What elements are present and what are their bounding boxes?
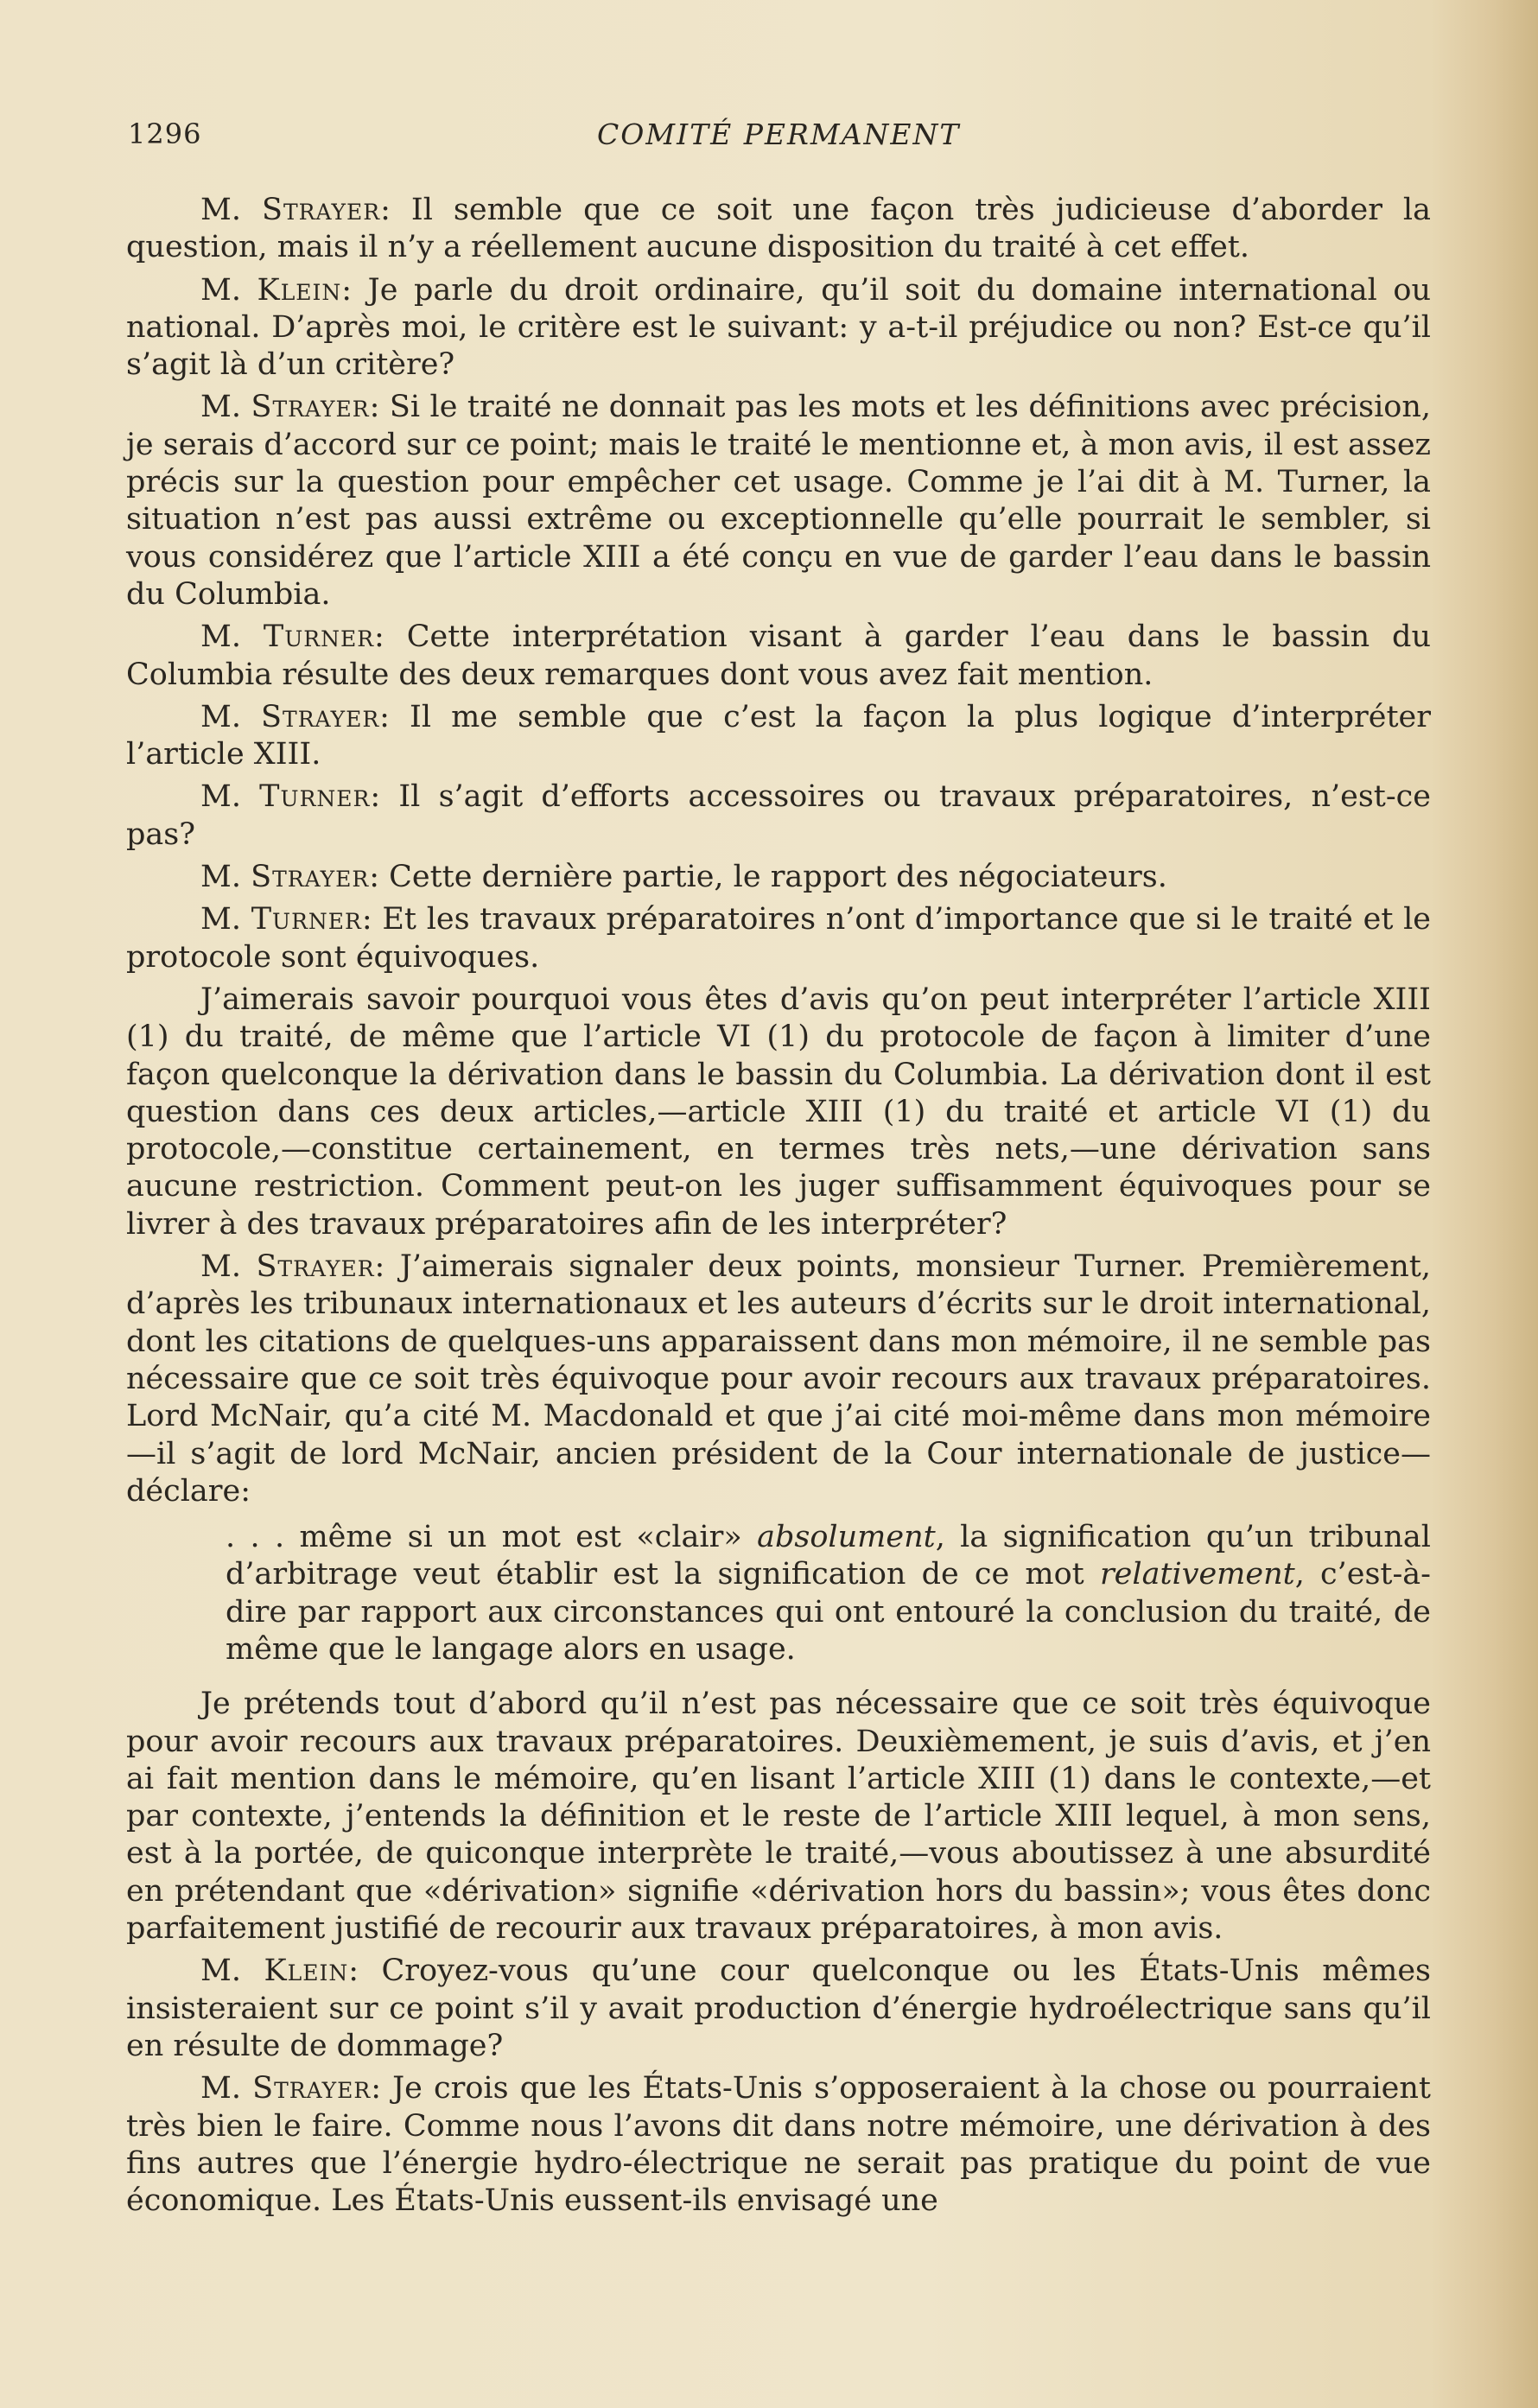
speaker-name: Klein [264,1954,349,1989]
paragraph-klein-1: M. Klein: Je parle du droit ordinaire, qu’il soit du domaine international ou national. D’après moi, le critère est le suivant: y a-t-il préjudice ou non? Est-ce qu’il s’agit là d’un critère? [126,272,1431,383]
speaker-name: Klein [257,272,342,308]
speaker-name: Strayer [251,860,370,895]
speaker-name: Turner [263,619,375,655]
body-text [126,192,1431,2225]
paragraph-turner-2: M. Turner: Il s’agit d’efforts accessoires ou travaux préparatoires, n’est-ce pas? [126,779,1431,852]
paragraph-turner-1: M. Turner: Cette interprétation visant à garder l’eau dans le bassin du Columbia résulte des deux remarques dont vous avez fait mention. [126,619,1431,692]
block-quote-mcnair: . . . même si un mot est «clair» absolument, la signification qu’un tribunal d’arbitrage veut établir est la signification de ce mot relativement, c’est-à-dire par rapport aux circonstances qui ont entouré la conclusion du traité, de même que le langage alors en usage. [226,1520,1431,1667]
paragraph-strayer-2: M. Strayer: Si le traité ne donnait pas les mots et les définitions avec précision, je serais d’accord sur ce point; mais le traité le mentionne et, à mon avis, il est assez précis sur la question pour empêcher cet usage. Comme je l’ai dit à M. Turner, la situation n’est pas aussi extrême ou exceptionnelle qu’elle pourrait le sembler, si vous considérez que l’article XIII a été conçu en vue de garder l’eau dans le bassin du Columbia. [126,390,1431,612]
paragraph-strayer-6: M. Strayer: Je crois que les États-Unis s’opposeraient à la chose ou pourraient très bien le faire. Comme nous l’avons dit dans notre mémoire, une dérivation à des fins autres que l’énergie hydro-électrique ne serait pas pratique du point de vue économique. Les États-Unis eussent-ils envisagé une [126,2071,1431,2219]
page-number: 1296 [128,118,202,150]
speaker-name: Strayer [261,699,380,734]
paragraph-strayer-1: M. Strayer: Il semble que ce soit une façon très judicieuse d’aborder la question, mais il n’y a réellement aucune disposition du traité à cet effet. [126,193,1431,265]
paragraph-strayer-5: M. Strayer: J’aimerais signaler deux points, monsieur Turner. Premièrement, d’après les tribunaux internationaux et les auteurs d’écrits sur le droit international, dont les citations de quelques-uns apparaissent dans mon mémoire, il ne semble pas nécessaire que ce soit très équivoque pour avoir recours aux travaux préparatoires. Lord McNair, qu’a cité M. Macdonald et que j’ai cité moi-même dans mon mémoire—il s’agit de lord McNair, ancien président de la Cour internationale de justice—déclare: [126,1249,1431,1509]
paragraph-strayer-4: M. Strayer: Cette dernière partie, le rapport des négociateurs. [200,860,1167,895]
speaker-name: Turner [251,902,362,937]
speaker-name: Strayer [252,2071,372,2106]
paragraph-turner-question: J’aimerais savoir pourquoi vous êtes d’avis qu’on peut interpréter l’article XIII (1) du traité, de même que l’article VI (1) du protocole de façon à limiter d’une façon quelconque la dérivation dans le bassin du Columbia. La dérivation dont il est question dans ces deux articles,—article XIII (1) du traité et article VI (1) du protocole,—constitue certainement, en termes très nets,—une dérivation sans aucune restriction. Comment peut-on les juger suffisamment équivoques pour se livrer à des travaux préparatoires afin de les interpréter? [126,982,1431,1242]
speaker-name: Strayer [261,193,381,227]
speaker-name: Strayer [256,1249,375,1285]
paragraph-strayer-continued: Je prétends tout d’abord qu’il n’est pas nécessaire que ce soit très équivoque pour avoir recours aux travaux préparatoires. Deuxièmement, je suis d’avis, et j’en ai fait mention dans le mémoire, qu’en lisant l’article XIII (1) dans le contexte,—et par contexte, j’entends la définition et le reste de l’article XIII lequel, à mon sens, est à la portée, de quiconque interprète le traité,—vous aboutissez à une absurdité en prétendant que «dérivation» signifie «dérivation hors du bassin»; vous êtes donc parfaitement justifié de recourir aux travaux préparatoires, à mon avis. [126,1687,1431,1947]
paragraph-strayer-3: M. Strayer: Il me semble que c’est la façon la plus logique d’interpréter l’article XIII. [126,699,1431,772]
paragraph-turner-3: M. Turner: Et les travaux préparatoires n’ont d’importance que si le traité et le protocole sont équivoques. [126,902,1431,975]
running-title: COMITÉ PERMANENT [597,118,961,151]
speaker-name: Turner [259,779,371,815]
paragraph-klein-2: M. Klein: Croyez-vous qu’une cour quelconque ou les États-Unis mêmes insisteraient sur ce point s’il y avait production d’énergie hydroélectrique sans qu’il en résulte de dommage? [126,1954,1431,2063]
speaker-name: Strayer [251,390,370,425]
page-header [128,118,1441,162]
